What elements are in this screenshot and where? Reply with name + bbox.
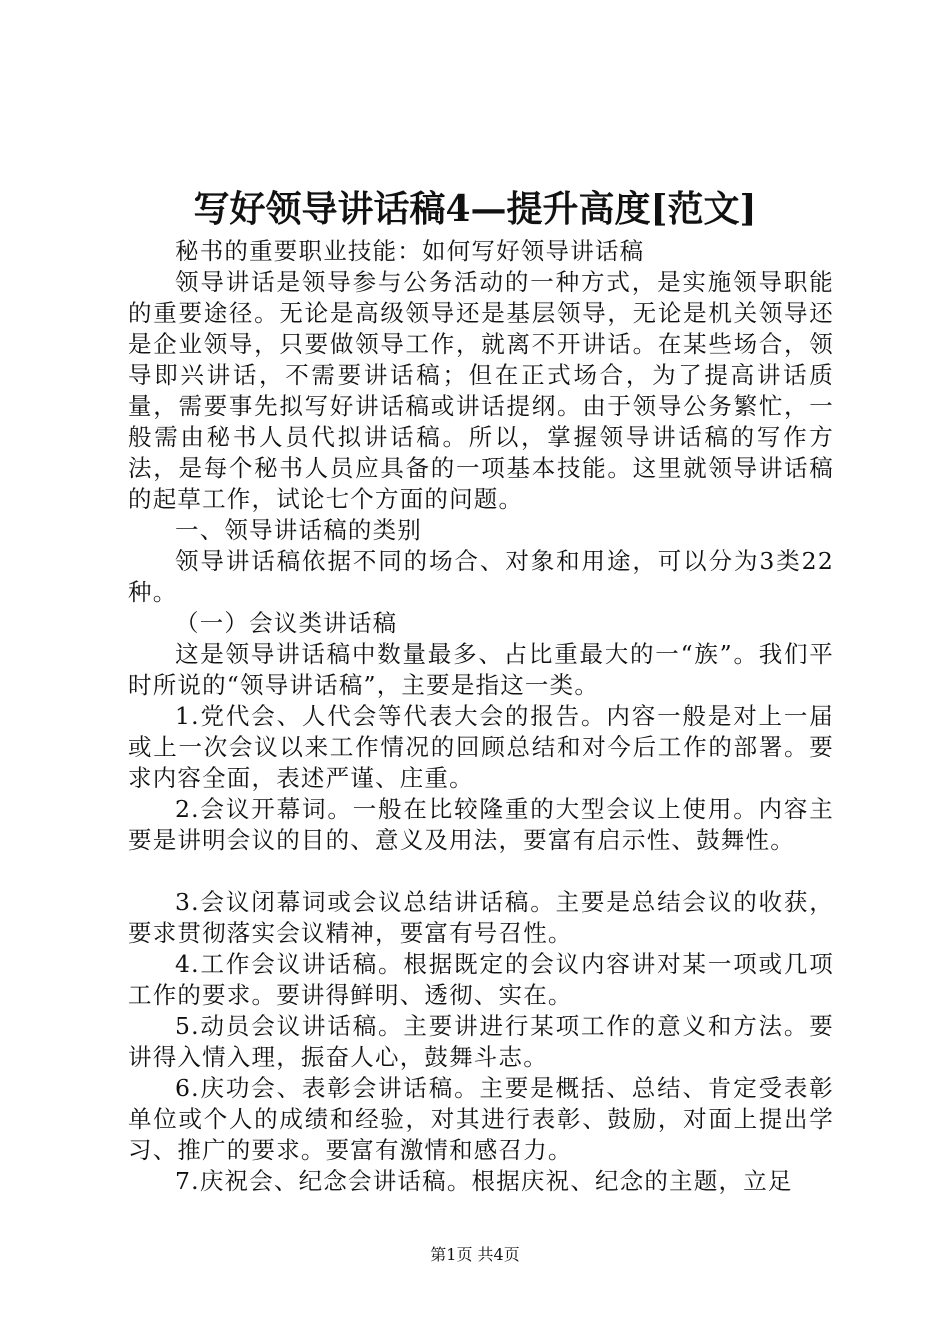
list-item: 3.会议闭幕词或会议总结讲话稿。主要是总结会议的收获，要求贯彻落实会议精神，要富有号召性。 xyxy=(128,888,834,947)
page-footer: 第1页 共4页 xyxy=(430,1245,520,1264)
list-item: 7.庆祝会、纪念会讲话稿。根据庆祝、纪念的主题，立足 xyxy=(175,1167,793,1195)
section-heading: 一、领导讲话稿的类别 xyxy=(175,516,422,544)
list-item: 5.动员会议讲话稿。主要讲进行某项工作的意义和方法。要讲得入情入理，振奋人心，鼓舞斗志。 xyxy=(128,1012,834,1071)
list-item: 6.庆功会、表彰会讲话稿。主要是概括、总结、肯定受表彰单位或个人的成绩和经验，对其进行表彰、鼓励，对面上提出学习、推广的要求。要富有激情和感召力。 xyxy=(128,1074,834,1164)
body-paragraph: 领导讲话稿依据不同的场合、对象和用途，可以分为3类22种。 xyxy=(128,547,834,606)
document-body xyxy=(128,236,834,1197)
subsection-heading: （一）会议类讲话稿 xyxy=(175,609,398,637)
list-item: 4.工作会议讲话稿。根据既定的会议内容讲对某一项或几项工作的要求。要讲得鲜明、透彻、实在。 xyxy=(128,950,834,1009)
list-item: 2.会议开幕词。一般在比较隆重的大型会议上使用。内容主要是讲明会议的目的、意义及用法，要富有启示性、鼓舞性。 xyxy=(128,795,834,854)
document-title: 写好领导讲话稿4—提升高度[范文] xyxy=(193,188,757,230)
list-item: 1.党代会、人代会等代表大会的报告。内容一般是对上一届或上一次会议以来工作情况的回顾总结和对今后工作的部署。要求内容全面，表述严谨、庄重。 xyxy=(128,702,834,792)
body-paragraph: 这是领导讲话稿中数量最多、占比重最大的一“族”。我们平时所说的“领导讲话稿”，主要是指这一类。 xyxy=(128,640,834,699)
intro-paragraph: 领导讲话是领导参与公务活动的一种方式，是实施领导职能的重要途径。无论是高级领导还是基层领导，无论是机关领导还是企业领导，只要做领导工作，就离不开讲话。在某些场合，领导即兴讲话，不需要讲话稿；但在正式场合，为了提高讲话质量，需要事先拟写好讲话稿或讲话提纲。由于领导公务繁忙，一般需由秘书人员代拟讲话稿。所以，掌握领导讲话稿的写作方法，是每个秘书人员应具备的一项基本技能。这里就领导讲话稿的起草工作，试论七个方面的问题。 xyxy=(128,268,834,513)
subtitle-paragraph: 秘书的重要职业技能：如何写好领导讲话稿 xyxy=(175,237,645,265)
